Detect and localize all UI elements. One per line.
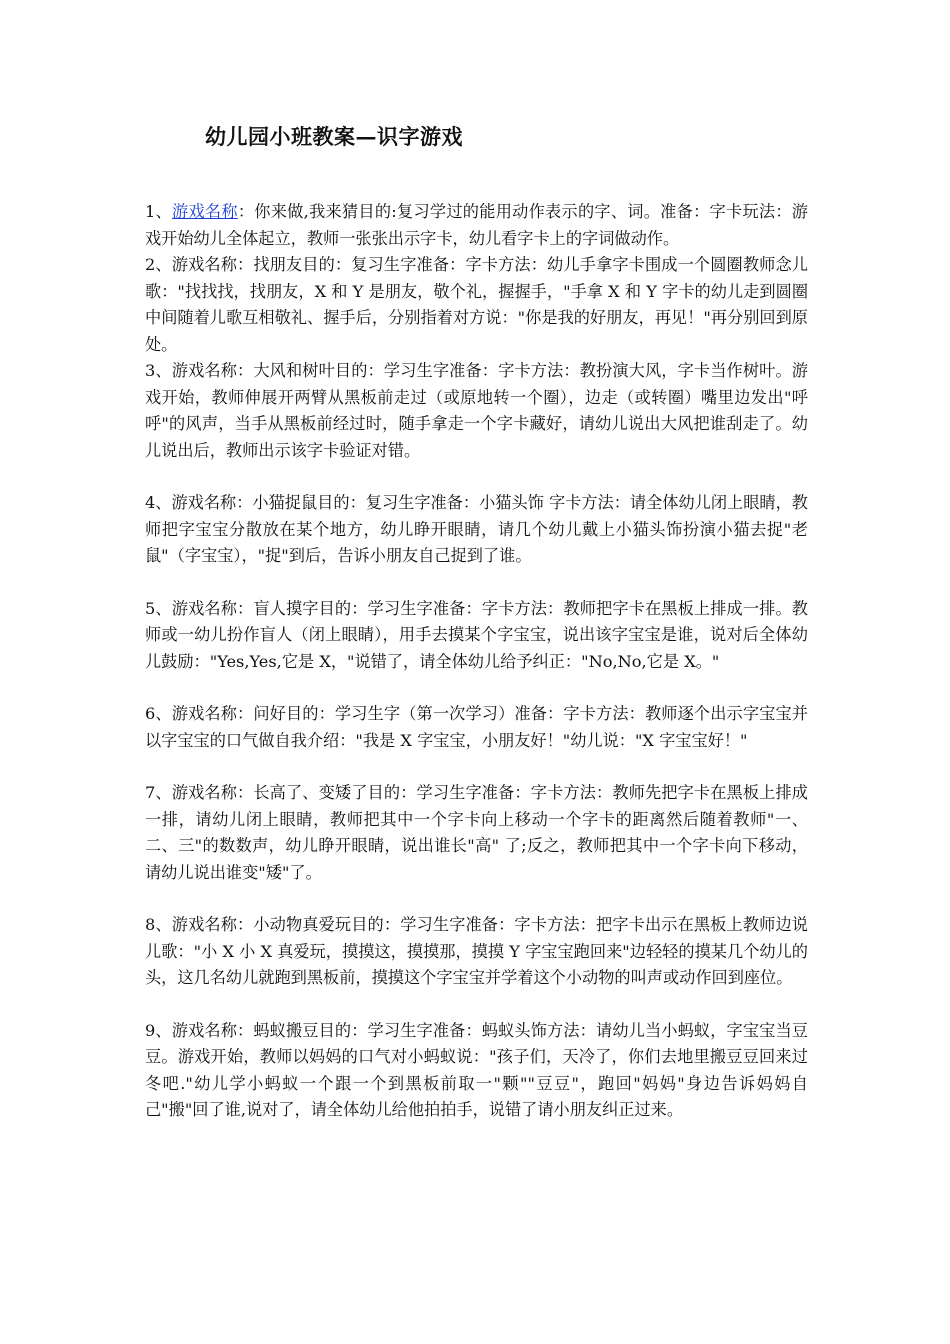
paragraph-9: 9、游戏名称：蚂蚁搬豆目的：学习生字准备：蚂蚁头饰方法：请幼儿当小蚂蚁，字宝宝当豆豆。游戏开始，教师以妈妈的口气对小蚂蚁说："孩子们，天冷了，你们去地里搬豆豆回来过冬吧."幼儿学小蚂蚁一个跟一个到黑板前取一"颗""豆豆"，跑回"妈妈"身边告诉妈妈自己"搬"回了谁,说对了，请全体幼儿给他拍拍手，说错了请小朋友纠正过来。 — [145, 1020, 808, 1119]
paragraph-7: 7、游戏名称：长高了、变矮了目的：学习生字准备：字卡方法：教师先把字卡在黑板上排成一排，请幼儿闭上眼睛，教师把其中一个字卡向上移动一个字卡的距离然后随着教师"一、二、三"的数数声，幼儿睁开眼睛，说出谁长"高" 了;反之，教师把其中一个字卡向下移动，请幼儿说出谁变"矮"了。 — [145, 783, 808, 882]
game-name-link[interactable]: 游戏名称 — [172, 202, 238, 221]
paragraph-5: 5、游戏名称：盲人摸字目的：学习生字准备：字卡方法：教师把字卡在黑板上排成一排。教师或一幼儿扮作盲人（闭上眼睛），用手去摸某个字宝宝，说出该字宝宝是谁，说对后全体幼儿鼓励："Yes,Yes,它是 X，"说错了，请全体幼儿给予纠正："No,No,它是 X。" — [145, 598, 808, 671]
paragraph-3: 3、游戏名称：大风和树叶目的：学习生字准备：字卡方法：教扮演大风，字卡当作树叶。游戏开始，教师伸展开两臂从黑板前走过（或原地转一个圈），边走（或转圈）嘴里边发出"呼呼"的风声，当手从黑板前经过时，随手拿走一个字卡藏好，请幼儿说出大风把谁刮走了。幼儿说出后，教师出示该字卡验证对错。 — [145, 361, 808, 460]
paragraph-8: 8、游戏名称：小动物真爱玩目的：学习生字准备：字卡方法：把字卡出示在黑板上教师边说儿歌："小 X 小 X 真爱玩，摸摸这，摸摸那，摸摸 Y 字宝宝跑回来"边轻轻的摸某几个幼儿的头，这几名幼儿就跑到黑板前，摸摸这个字宝宝并学着这个小动物的叫声或动作回到座位。 — [145, 915, 808, 987]
paragraph-1 — [145, 199, 808, 252]
document-title: 幼儿园小班教案—识字游戏 — [205, 124, 463, 149]
paragraph-4: 4、游戏名称：小猫捉鼠目的：复习生字准备：小猫头饰 字卡方法：请全体幼儿闭上眼睛，教师把字宝宝分散放在某个地方，幼儿睁开眼睛，请几个幼儿戴上小猫头饰扮演小猫去捉"老鼠"（字宝宝），"捉"到后，告诉小朋友自己捉到了谁。 — [145, 493, 808, 565]
document-body — [145, 199, 808, 1124]
paragraph-1-text: ：你来做,我来猜目的:复习学过的能用动作表示的字、词。准备：字卡玩法：游戏开始幼儿全体起立，教师一张张出示字卡，幼儿看字卡上的字词做动作。 — [145, 202, 808, 248]
paragraph-1-prefix: 1、 — [145, 202, 173, 221]
paragraph-2: 2、游戏名称：找朋友目的：复习生字准备：字卡方法：幼儿手拿字卡围成一个圆圈教师念儿歌："找找找，找朋友，X 和 Y 是朋友，敬个礼，握握手，"手拿 X 和 Y 字卡的幼儿走到圆圈中间随着儿歌互相敬礼、握手后，分别指着对方说："你是我的好朋友，再见！"再分别回到原处。 — [145, 255, 808, 354]
paragraph-6: 6、游戏名称：问好目的：学习生字（第一次学习）准备：字卡方法：教师逐个出示字宝宝并以字宝宝的口气做自我介绍："我是 X 字宝宝，小朋友好！"幼儿说："X 字宝宝好！" — [145, 704, 808, 750]
